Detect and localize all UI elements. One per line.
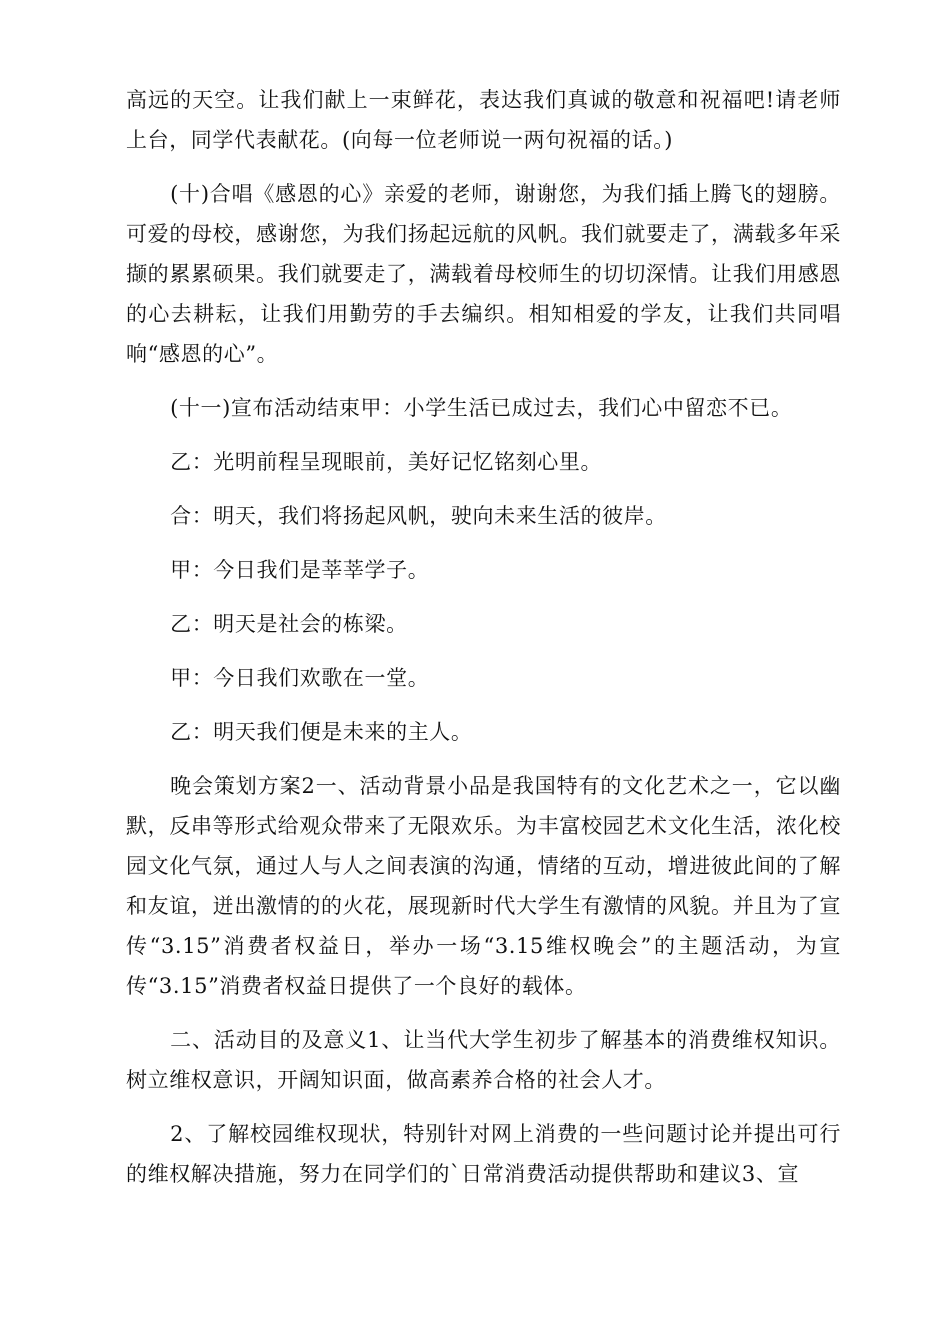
- document-body: [126, 80, 841, 1208]
- paragraph-plan-background: 晚会策划方案2一、活动背景小品是我国特有的文化艺术之一，它以幽默，反串等形式给观众带来了无限欢乐。为丰富校园艺术文化生活，浓化校园文化气氛，通过人与人之间表演的沟通，情绪的互动，增进彼此间的了解和友谊，迸出激情的的火花，展现新时代大学生有激情的风貌。并且为了宣传“3.15”消费者权益日，举办一场“3.15维权晚会”的主题活动，为宣传“3.15”消费者权益日提供了一个良好的载体。: [126, 774, 841, 998]
- paragraph-continuation: 高远的天空。让我们献上一束鲜花，表达我们真诚的敬意和祝福吧!请老师上台，同学代表献花。(向每一位老师说一两句祝福的话。): [126, 88, 841, 152]
- dialogue-line: 合：明天，我们将扬起风帆，驶向未来生活的彼岸。: [170, 504, 667, 528]
- dialogue-line: 乙：明天我们便是未来的主人。: [170, 720, 473, 744]
- dialogue-line: 乙：光明前程呈现眼前，美好记忆铭刻心里。: [170, 450, 603, 474]
- paragraph-chorus: (十)合唱《感恩的心》亲爱的老师，谢谢您，为我们插上腾飞的翅膀。可爱的母校，感谢您，为我们扬起远航的风帆。我们就要走了，满载多年采撷的累累硕果。我们就要走了，满载着母校师生的切切深情。让我们用感恩的心去耕耘，让我们用勤劳的手去编织。相知相爱的学友，让我们共同唱响“感恩的心”。: [126, 182, 841, 366]
- dialogue-line: 甲：今日我们欢歌在一堂。: [170, 666, 430, 690]
- dialogue-line: 甲：今日我们是莘莘学子。: [170, 558, 430, 582]
- paragraph-closing-announcement: (十一)宣布活动结束甲：小学生活已成过去，我们心中留恋不已。: [170, 396, 793, 420]
- dialogue-line: 乙：明天是社会的栋梁。: [170, 612, 408, 636]
- paragraph-plan-item: 2、了解校园维权现状，特别针对网上消费的一些问题讨论并提出可行的维权解决措施，努力在同学们的`日常消费活动提供帮助和建议3、宣: [126, 1122, 841, 1186]
- paragraph-plan-purpose: 二、活动目的及意义1、让当代大学生初步了解基本的消费维权知识。树立维权意识，开阔知识面，做高素养合格的社会人才。: [126, 1028, 841, 1092]
